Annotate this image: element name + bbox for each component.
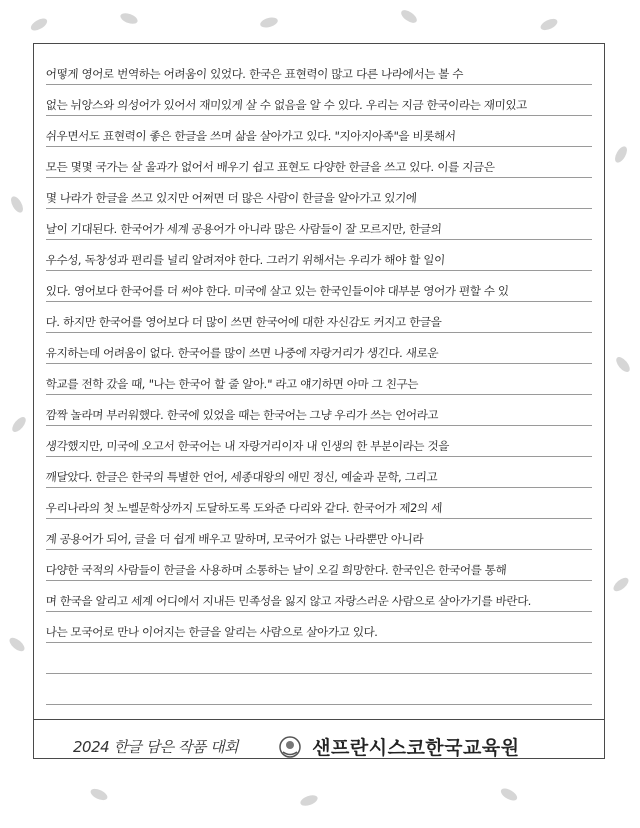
essay-line: 우리나라의 첫 노벨문학상까지 도달하도록 도와준 다리와 같다. 한국어가 제2의 세 — [45, 501, 443, 515]
leaf-icon — [9, 194, 26, 214]
essay-sheet — [33, 43, 605, 759]
essay-line: 어떻게 영어로 번역하는 어려움이 있었다. 한국은 표현력이 많고 다른 나라에서는 볼 수 — [45, 67, 464, 81]
essay-line: 없는 뉘앙스와 의성어가 있어서 재미있게 살 수 없음을 알 수 있다. 우리는 지금 한국이라는 재미있고 — [45, 98, 528, 112]
organization-name: 샌프란시스코한국교육원 — [312, 737, 520, 759]
essay-line: 모든 몇몇 국가는 살 울과가 없어서 배우기 쉽고 표현도 다양한 한글을 쓰고 있다. 이를 지금은 — [45, 160, 496, 174]
essay-line: 몇 나라가 한글을 쓰고 있지만 어쩌면 더 많은 사람이 한글을 알아가고 있기에 — [45, 191, 418, 205]
essay-line: 우수성, 독창성과 편리를 널리 알려져야 한다. 그러기 위해서는 우리가 해야 할 일이 — [45, 253, 446, 267]
leaf-icon — [611, 575, 631, 593]
leaf-icon — [539, 17, 559, 33]
contest-title: 2024 한글 담은 작품 대회 — [73, 738, 239, 756]
ruled-writing-area — [46, 54, 592, 710]
essay-line: 생각했지만, 미국에 오고서 한국어는 내 자랑거리이자 내 인생의 한 부분이라는 것을 — [45, 439, 450, 453]
essay-line: 유지하는데 어려움이 없다. 한국어를 많이 쓰면 나중에 자랑거리가 생긴다. 새로운 — [45, 346, 439, 360]
essay-line: 날이 기대된다. 한국어가 세계 공용어가 아니라 많은 사람들이 잘 모르지만, 한글의 — [45, 222, 442, 236]
leaf-icon — [499, 786, 519, 803]
leaf-icon — [399, 8, 419, 26]
leaf-icon — [299, 793, 319, 808]
essay-line: 다. 하지만 한국어를 영어보다 더 많이 쓰면 한국어에 대한 자신감도 커지고 한글을 — [45, 315, 442, 329]
essay-line: 쉬우면서도 표현력이 좋은 한글을 쓰며 삶을 살아가고 있다. "지아지아족"을 비롯해서 — [45, 129, 457, 143]
leaf-icon — [259, 16, 279, 29]
essay-line: 나는 모국어로 만나 이어지는 한글을 알리는 사람으로 살아가고 있다. — [45, 625, 379, 639]
leaf-icon — [119, 11, 139, 26]
leaf-icon — [614, 355, 632, 375]
leaf-icon — [7, 635, 27, 653]
essay-line: 깨달았다. 한글은 한국의 특별한 언어, 세종대왕의 애민 정신, 예술과 문학, 그리고 — [45, 470, 438, 484]
essay-line: 며 한국을 알리고 세계 어디에서 지내든 민족성을 잃지 않고 자랑스러운 사람으로 살아가기를 바란다. — [45, 594, 532, 608]
essay-line: 깜짝 놀라며 부러워했다. 한국에 있었을 때는 한국어는 그냥 우리가 쓰는 언어라고 — [45, 408, 439, 422]
essay-line: 계 공용어가 되어, 글을 더 쉽게 배우고 말하며, 모국어가 없는 나라뿐만 아니라 — [45, 532, 424, 546]
essay-line: 학교를 전학 갔을 때, "나는 한국어 할 줄 알아." 라고 얘기하면 아마 그 친구는 — [45, 377, 419, 391]
leaf-icon — [29, 16, 49, 33]
essay-line: 있다. 영어보다 한국어를 더 써야 한다. 미국에 살고 있는 한국인들이야 대부분 영어가 편할 수 있 — [45, 284, 510, 298]
institute-logo-icon — [278, 735, 302, 759]
leaf-icon — [89, 787, 109, 803]
leaf-icon — [10, 415, 28, 435]
essay-line: 다양한 국적의 사람들이 한글을 사용하며 소통하는 날이 오길 희망한다. 한국인은 한국어를 통해 — [45, 563, 507, 577]
contest-footer — [33, 719, 605, 769]
leaf-icon — [613, 144, 630, 164]
